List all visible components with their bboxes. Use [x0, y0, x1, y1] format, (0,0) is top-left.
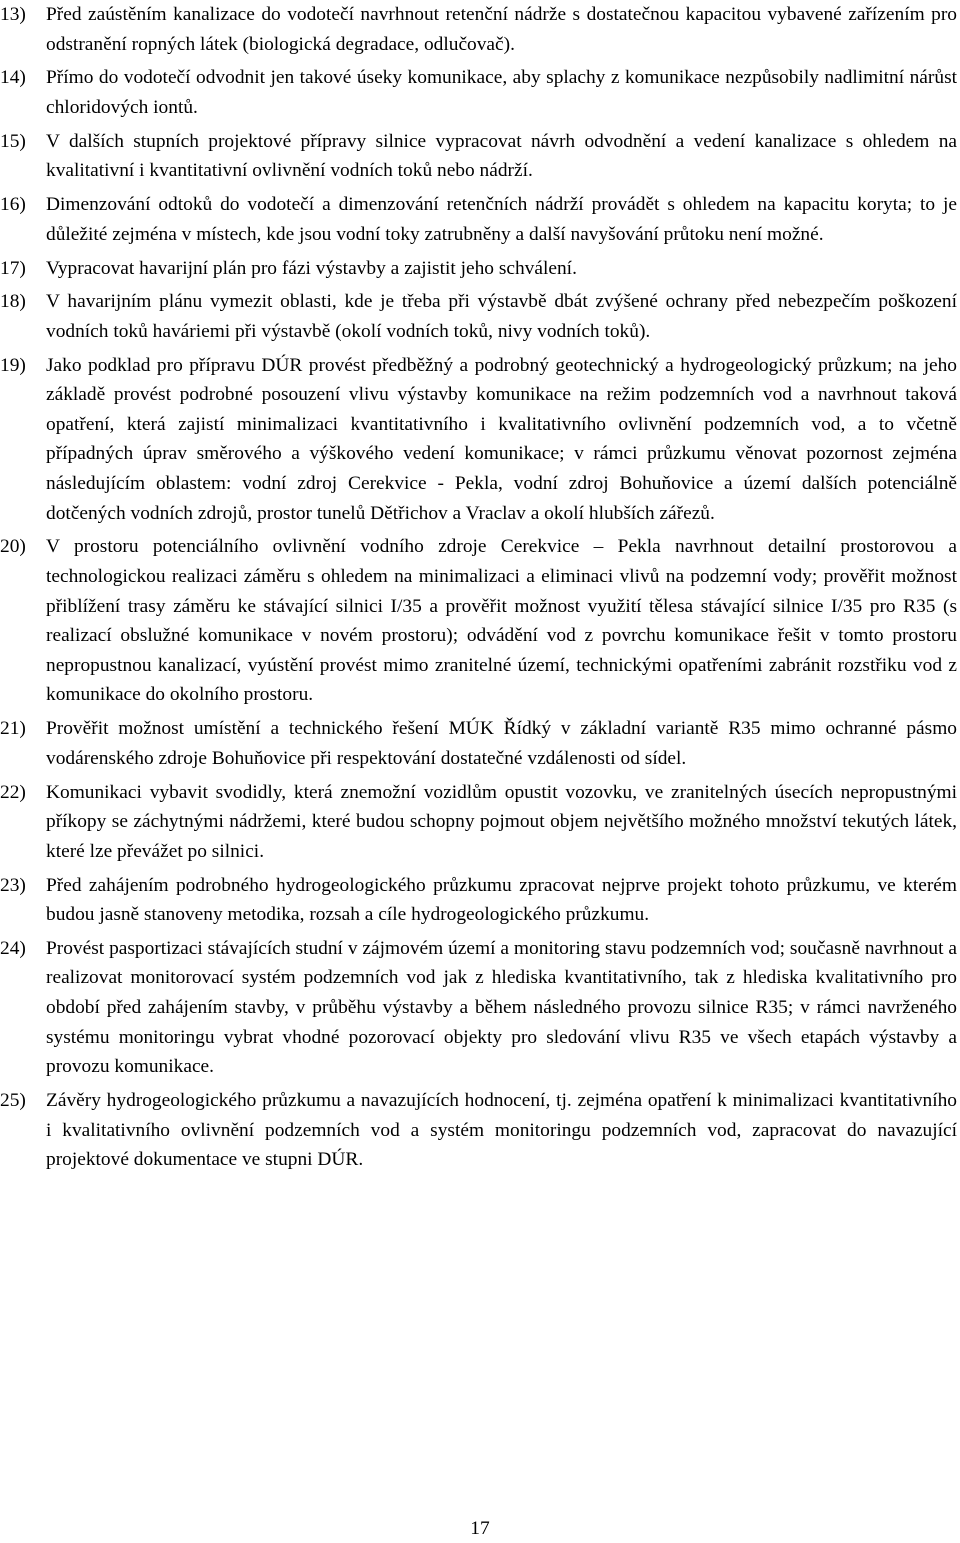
item-number: 13) — [0, 4, 26, 25]
item-text: Před zahájením podrobného hydrogeologického průzkumu zpracovat nejprve projekt tohoto průzkumu, ve kterém budou jasně stanoveny metodika, rozsah a cíle hydrogeologického průzkumu. — [46, 874, 957, 926]
item-text: Jako podklad pro přípravu DÚR provést předběžný a podrobný geotechnický a hydrogeologický průzkum; na jeho základě provést podrobné posouzení vlivu výstavby komunikace na režim podzemních vod a navrhnout taková opatření, která zajistí minimalizaci kvantitativního i kvalitativního ovlivnění podzemních vod, a to včetně případných úprav směrového a výškového vedení komunikace; v rámci průzkumu věnovat pozornost zejména následujícím oblastem: vodní zdroj Cerekvice - Pekla, vodní zdroj Bohuňovice a území dalších potenciálně dotčených vodních zdrojů, prostor tunelů Dětřichov a Vraclav a okolí hlubších zářezů. — [46, 354, 957, 524]
list-item — [0, 351, 957, 529]
item-number: 21) — [0, 718, 26, 740]
item-text: V havarijním plánu vymezit oblasti, kde je třeba při výstavbě dbát zvýšené ochrany před nebezpečím poškození vodních toků haváriemi při výstavbě (okolí vodních toků, nivy vodních toků). — [46, 291, 957, 342]
item-text: Prověřit možnost umístění a technického řešení MÚK Řídký v základní variantě R35 mimo ochranné pásmo vodárenského zdroje Bohuňovice při respektování dostatečné vzdálenosti od sídel. — [46, 718, 957, 769]
item-number: 17) — [0, 257, 26, 279]
list-item — [0, 778, 957, 867]
item-text: Dimenzování odtoků do vodotečí a dimenzování retenčních nádrží provádět s ohledem na kapacitu koryta; to je důležité zejména v místech, kde jsou vodní toky zatrubněny a další navyšování průtoku není možné. — [46, 194, 957, 245]
item-text: V prostoru potenciálního ovlivnění vodního zdroje Cerekvice – Pekla navrhnout detailní prostorovou a technologickou realizaci záměru s ohledem na minimalizaci a eliminaci vlivů na podzemní vody; prověřit možnost přiblížení trasy záměru ke stávající silnici I/35 a prověřit možnost využití tělesa stávající silnice I/35 pro R35 (s realizací obslužné komunikace v novém prostoru); odvádění vod z povrchu komunikace řešit v tomto prostoru nepropustnou kanalizací, vyústění provést mimo zranitelné území, technickými opatřeními zabránit rozstřiku vod z komunikace do okolního prostoru. — [46, 536, 957, 706]
list-item — [0, 934, 957, 1082]
list-item — [0, 1086, 957, 1175]
item-number: 19) — [0, 354, 26, 376]
list-item — [0, 190, 957, 249]
list-item — [0, 127, 957, 186]
item-number: 14) — [0, 67, 26, 89]
list-item — [0, 254, 957, 284]
item-number: 18) — [0, 291, 26, 313]
item-number: 23) — [0, 874, 26, 896]
list-item — [0, 714, 957, 773]
item-number: 15) — [0, 130, 26, 152]
item-text: Komunikaci vybavit svodidly, která znemožní vozidlům opustit vozovku, ve zranitelných úsecích nepropustnými příkopy se záchytnými nádržemi, které budou schopny pojmout objem největšího možného množství tekutých látek, které lze převážet po silnici. — [46, 781, 957, 862]
list-item — [0, 532, 957, 710]
item-text: Závěry hydrogeologického průzkumu a navazujících hodnocení, tj. zejména opatření k minimalizaci kvantitativního i kvalitativního ovlivnění podzemních vod a systém monitoringu podzemních vod, zapracovat do navazující projektové dokumentace ve stupni DÚR. — [46, 1090, 957, 1171]
item-text: Provést pasportizaci stávajících studní v zájmovém území a monitoring stavu podzemních vod; současně navrhnout a realizovat monitorovací systém podzemních vod jak z hlediska kvantitativního, tak z hlediska kvalitativního pro období před zahájením stavby, v průběhu výstavby a během následného provozu silnice R35; v rámci navrženého systému monitoringu vybrat vhodné pozorovací objekty pro sledování vlivu R35 ve všech etapách výstavby a provozu komunikace. — [46, 937, 957, 1078]
list-item — [0, 287, 957, 346]
item-number: 22) — [0, 781, 26, 803]
list-item — [0, 63, 957, 122]
item-text: Před zaústěním kanalizace do vodotečí navrhnout retenční nádrže s dostatečnou kapacitou vybavené zařízením pro odstranění ropných látek (biologická degradace, odlučovač). — [46, 4, 957, 55]
list-item — [0, 871, 957, 930]
item-number: 20) — [0, 536, 26, 558]
item-number: 25) — [0, 1090, 26, 1112]
item-text: Přímo do vodotečí odvodnit jen takové úseky komunikace, aby splachy z komunikace nezpůsobily nadlimitní nárůst chloridových iontů. — [46, 67, 957, 118]
list-item — [0, 0, 957, 59]
item-text: V dalších stupních projektové přípravy silnice vypracovat návrh odvodnění a vedení kanalizace s ohledem na kvalitativní i kvantitativní ovlivnění vodních toků nebo nádrží. — [46, 130, 957, 182]
item-number: 16) — [0, 194, 26, 216]
page-number: 17 — [470, 1518, 490, 1539]
item-number: 24) — [0, 937, 26, 959]
item-text: Vypracovat havarijní plán pro fázi výstavby a zajistit jeho schválení. — [46, 257, 577, 279]
